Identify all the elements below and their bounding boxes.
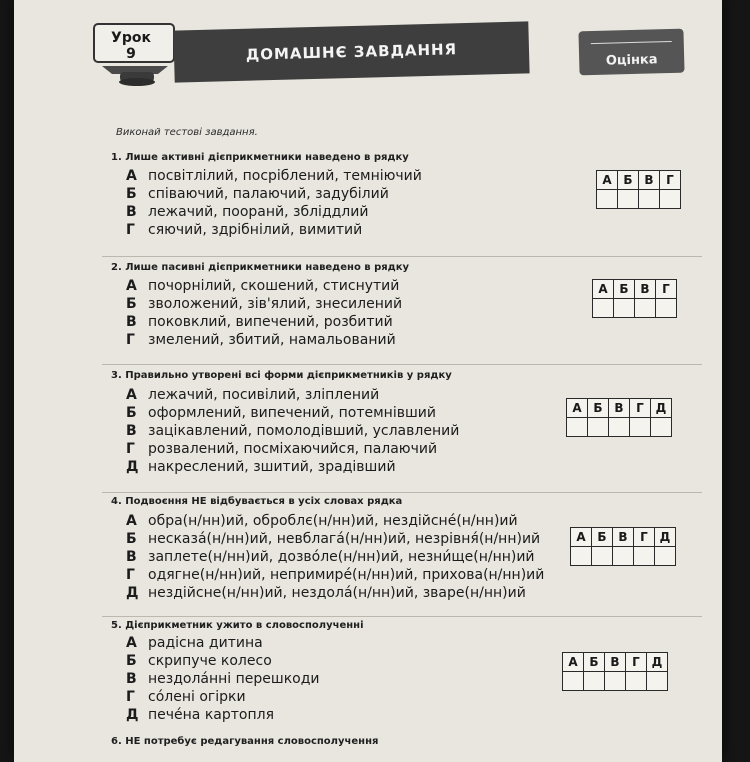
answer-cell-a[interactable] xyxy=(571,547,592,566)
question-3-title: 3. Правильно утворені всі форми дієприкметників у рядку xyxy=(111,370,452,381)
answer-cell-b[interactable] xyxy=(592,547,613,566)
option-letter: А xyxy=(126,278,137,294)
answer-letter-d: Г xyxy=(656,280,677,299)
answer-cell-e[interactable] xyxy=(647,672,668,691)
answer-cell-c[interactable] xyxy=(635,299,656,318)
lesson-label xyxy=(101,30,161,62)
option-text: заплете(н/нн)ий, дозво́ле(н/нн)ий, незни́ще(н/нн)ий xyxy=(148,549,535,565)
question-4-option-e[interactable] xyxy=(126,585,526,601)
option-text: посвітлілий, посріблений, темніючий xyxy=(148,168,422,184)
option-letter: Б xyxy=(126,405,137,421)
option-text: обра(н/нн)ий, оброблє(н/нн)ий, нездійсне́(н/нн)ий xyxy=(148,513,518,529)
answer-cell-d[interactable] xyxy=(634,547,655,566)
question-1-option-d[interactable] xyxy=(126,222,362,238)
answer-cell-b[interactable] xyxy=(614,299,635,318)
divider xyxy=(102,492,702,493)
divider xyxy=(102,256,702,257)
grade-line xyxy=(591,41,672,44)
option-letter: В xyxy=(126,314,137,330)
answer-cell-c[interactable] xyxy=(613,547,634,566)
option-text: лежачий, пооранй, збліддлий xyxy=(148,204,369,220)
option-text: со́лені огірки xyxy=(148,689,246,705)
divider xyxy=(102,616,702,617)
answer-letter-b: Б xyxy=(588,399,609,418)
option-text: зацікавлений, помолодівший, уславлений xyxy=(148,423,460,439)
question-4-option-a[interactable] xyxy=(126,513,518,529)
answer-letter-a: А xyxy=(597,171,618,190)
question-2-title: 2. Лише пасивні дієприкметники наведено в рядку xyxy=(111,262,410,273)
answer-letter-e: Д xyxy=(655,528,676,547)
option-text: нездійсне(н/нн)ий, нездола́(н/нн)ий, зваре(н/нн)ий xyxy=(148,585,526,601)
answer-letter-d: Г xyxy=(660,171,681,190)
question-5-option-c[interactable] xyxy=(126,671,320,687)
answer-cell-a[interactable] xyxy=(567,418,588,437)
answer-cell-a[interactable] xyxy=(593,299,614,318)
option-text: лежачий, посивілий, зліплений xyxy=(148,387,380,403)
question-2-answer-grid xyxy=(592,279,677,318)
answer-letter-b: Б xyxy=(592,528,613,547)
question-4-option-b[interactable] xyxy=(126,531,540,547)
option-letter: Б xyxy=(126,186,137,202)
option-letter: Б xyxy=(126,653,137,669)
option-text: співаючий, палаючий, задубілий xyxy=(148,186,389,202)
option-text: розвалений, посміхаючийся, палаючий xyxy=(148,441,438,457)
option-text: нездола́нні перешкоди xyxy=(148,671,320,687)
answer-cell-e[interactable] xyxy=(655,547,676,566)
answer-cell-d[interactable] xyxy=(626,672,647,691)
question-1-title: 1. Лише активні дієприкметники наведено в рядку xyxy=(111,152,409,163)
answer-letter-d: Г xyxy=(630,399,651,418)
option-letter: А xyxy=(126,513,137,529)
option-letter: Г xyxy=(126,332,135,348)
answer-letter-a: А xyxy=(563,653,584,672)
answer-letter-a: А xyxy=(593,280,614,299)
answer-letter-e: Д xyxy=(651,399,672,418)
answer-letter-c: В xyxy=(635,280,656,299)
question-2-option-a[interactable] xyxy=(126,278,399,294)
answer-cell-a[interactable] xyxy=(563,672,584,691)
question-6-title: 6. НЕ потребує редагування словосполучення xyxy=(111,736,379,747)
page-title: ДОМАШНЄ ЗАВДАННЯ xyxy=(173,21,529,82)
option-text: змелений, збитий, намальований xyxy=(148,332,396,348)
instruction-text: Виконай тестові завдання. xyxy=(116,127,258,138)
option-letter: Д xyxy=(126,585,139,601)
answer-cell-d[interactable] xyxy=(630,418,651,437)
question-5-option-d[interactable] xyxy=(126,689,246,705)
question-4-option-c[interactable] xyxy=(126,549,535,565)
option-letter: А xyxy=(126,387,137,403)
question-1-answer-grid xyxy=(596,170,681,209)
answer-letter-d: Г xyxy=(634,528,655,547)
answer-letter-c: В xyxy=(613,528,634,547)
answer-cell-c[interactable] xyxy=(605,672,626,691)
answer-letter-b: Б xyxy=(618,171,639,190)
option-text: оформлений, випечений, потемнівший xyxy=(148,405,436,421)
question-3-answer-grid xyxy=(566,398,672,437)
option-text: сяючий, здрібнілий, вимитий xyxy=(148,222,363,238)
answer-cell-e[interactable] xyxy=(651,418,672,437)
question-3-option-b[interactable] xyxy=(126,405,436,421)
question-5-option-b[interactable] xyxy=(126,653,272,669)
option-text: одягне(н/нн)ий, непримире́(н/нн)ий, прихова(н/нн)ий xyxy=(148,567,545,583)
answer-letter-c: В xyxy=(605,653,626,672)
option-text: несказа́(н/нн)ий, невблага́(н/нн)ий, незрівня́(н/нн)ий xyxy=(148,531,541,547)
lesson-word: Урок xyxy=(111,30,151,46)
option-letter: Д xyxy=(126,707,139,723)
option-text: почорнілий, скошений, стиснутий xyxy=(148,278,400,294)
question-2-option-d[interactable] xyxy=(126,332,396,348)
answer-cell-b[interactable] xyxy=(588,418,609,437)
question-5-option-e[interactable] xyxy=(126,707,274,723)
question-3-option-e[interactable] xyxy=(126,459,396,475)
question-5-answer-grid xyxy=(562,652,668,691)
answer-letter-c: В xyxy=(639,171,660,190)
answer-letter-a: А xyxy=(567,399,588,418)
question-5-title: 5. Дієприкметник ужито в словосполученні xyxy=(111,620,364,631)
answer-cell-c[interactable] xyxy=(609,418,630,437)
grade-box[interactable] xyxy=(578,29,684,76)
answer-letter-c: В xyxy=(609,399,630,418)
question-3-option-c[interactable] xyxy=(126,423,459,439)
question-2-option-c[interactable] xyxy=(126,314,393,330)
option-text: поковклий, випечений, розбитий xyxy=(148,314,393,330)
option-text: зволожений, зів'ялий, знесилений xyxy=(148,296,403,312)
answer-cell-c[interactable] xyxy=(639,190,660,209)
question-1-option-a[interactable] xyxy=(126,168,422,184)
answer-cell-d[interactable] xyxy=(656,299,677,318)
question-2-option-b[interactable] xyxy=(126,296,402,312)
answer-cell-b[interactable] xyxy=(584,672,605,691)
option-letter: В xyxy=(126,423,137,439)
option-letter: В xyxy=(126,204,137,220)
answer-cell-a[interactable] xyxy=(597,190,618,209)
option-letter: А xyxy=(126,168,137,184)
question-3-option-a[interactable] xyxy=(126,387,379,403)
question-4-title: 4. Подвоєння НЕ відбувається в усіх словах рядка xyxy=(111,496,403,507)
option-text: скрипуче колесо xyxy=(148,653,272,669)
option-letter: Г xyxy=(126,689,135,705)
answer-letter-a: А xyxy=(571,528,592,547)
question-4-answer-grid xyxy=(570,527,676,566)
answer-cell-b[interactable] xyxy=(618,190,639,209)
option-text: накреслений, зшитий, зрадівший xyxy=(148,459,396,475)
option-letter: Г xyxy=(126,222,135,238)
answer-letter-d: Г xyxy=(626,653,647,672)
option-letter: Б xyxy=(126,296,137,312)
option-text: пече́на картопля xyxy=(148,707,274,723)
question-5-option-a[interactable] xyxy=(126,635,263,651)
option-letter: В xyxy=(126,671,137,687)
option-letter: В xyxy=(126,549,137,565)
option-letter: Г xyxy=(126,441,135,457)
option-letter: А xyxy=(126,635,137,651)
grade-label: Оцінка xyxy=(605,52,658,69)
option-letter: Б xyxy=(126,531,137,547)
answer-letter-b: Б xyxy=(584,653,605,672)
question-3-option-d[interactable] xyxy=(126,441,437,457)
answer-letter-e: Д xyxy=(647,653,668,672)
lesson-number: 9 xyxy=(126,46,136,62)
divider xyxy=(102,364,702,365)
option-text: радісна дитина xyxy=(148,635,263,651)
option-letter: Д xyxy=(126,459,139,475)
question-1-option-c[interactable] xyxy=(126,204,368,220)
question-4-option-d[interactable] xyxy=(126,567,544,583)
answer-cell-d[interactable] xyxy=(660,190,681,209)
question-1-option-b[interactable] xyxy=(126,186,389,202)
answer-letter-b: Б xyxy=(614,280,635,299)
option-letter: Г xyxy=(126,567,135,583)
worksheet-page xyxy=(14,0,722,762)
